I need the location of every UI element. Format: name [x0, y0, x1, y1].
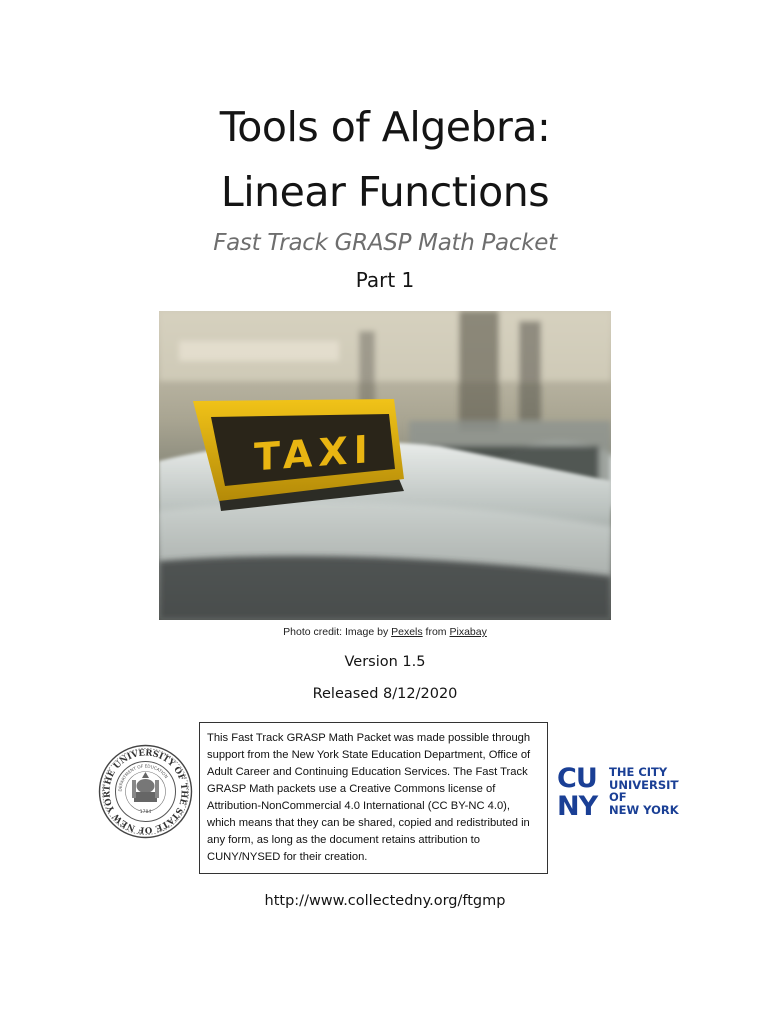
credit-source-link[interactable]: Pixabay: [449, 626, 487, 638]
cuny-line-2: UNIVERSITY: [609, 778, 679, 792]
nys-university-seal: [98, 744, 193, 839]
seal-inner-text: DEPARTMENT OF EDUCATION: [117, 763, 169, 792]
taxi-photo: [159, 311, 611, 620]
part-label: Part 1: [355, 268, 415, 292]
title-line-1: Tools of Algebra:: [219, 103, 551, 151]
version-label: Version 1.5: [344, 654, 426, 670]
cuny-logo: [557, 762, 679, 818]
credit-middle: from: [422, 626, 450, 638]
release-date: Released 8/12/2020: [312, 686, 458, 702]
subtitle: Fast Track GRASP Math Packet: [213, 230, 557, 256]
photo-credit: [0, 626, 770, 638]
credit-author-link[interactable]: Pexels: [391, 626, 423, 638]
license-notice: This Fast Track GRASP Math Packet was made possible through support from the New York State Education Department, Office of Adult Career and Continuing Education Services. The Fast Track GRASP Math packets use a Creative Commons license of Attribution-NonCommercial 4.0 International (CC BY-NC 4.0), which means that they can be shared, copied and redistributed in any form, as long as the document retains attribution to CUNY/NYSED for their creation.: [199, 722, 548, 874]
cuny-line-1: THE CITY: [609, 765, 668, 779]
title-line-2: Linear Functions: [220, 168, 550, 216]
cuny-mark-bottom: NY: [557, 791, 598, 818]
cuny-line-3: OF: [609, 790, 627, 804]
cuny-mark-top: CU: [557, 763, 597, 794]
taxi-sign-text: TAXI: [254, 427, 374, 480]
cuny-line-4: NEW YORK: [609, 803, 679, 817]
packet-url[interactable]: http://www.collectedny.org/ftgmp: [264, 893, 506, 909]
seal-ring-text: THE UNIVERSITY OF THE STATE OF NEW YOR: [102, 748, 189, 835]
seal-year: 1784: [139, 810, 152, 815]
credit-prefix: Photo credit: Image by: [283, 626, 392, 638]
